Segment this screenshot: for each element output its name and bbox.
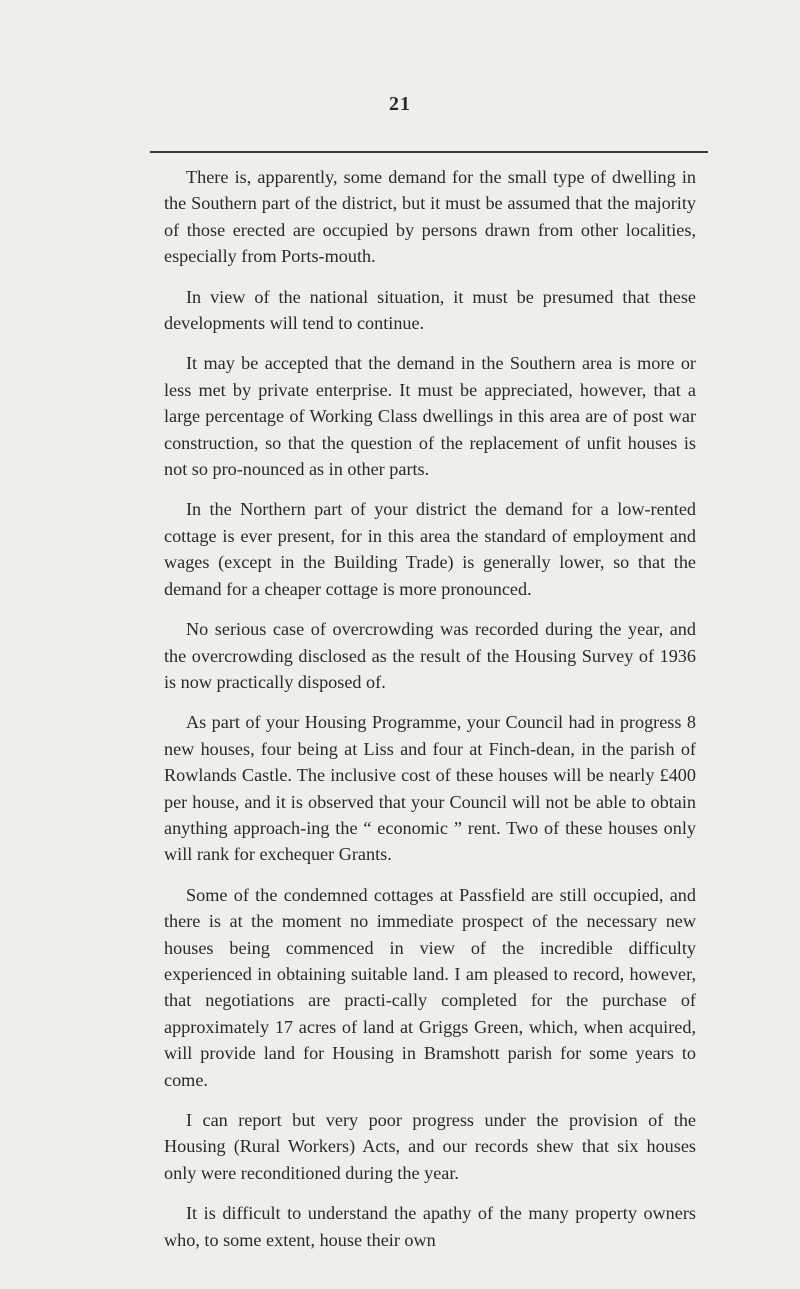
paragraph: No serious case of overcrowding was recorded during the year, and the overcrowding disclosed as the result of the Housing Survey of 1936 is now practically disposed of. bbox=[164, 619, 696, 692]
header-rule bbox=[150, 151, 708, 153]
page-number: 21 bbox=[389, 93, 411, 115]
body-text bbox=[164, 164, 696, 1267]
paragraph: It is difficult to understand the apathy of the many property owners who, to some extent, house their own bbox=[164, 1203, 696, 1250]
paragraph: There is, apparently, some demand for the small type of dwelling in the Southern part of the district, but it must be assumed that the majority of those erected are occupied by persons drawn from other localities, especially from Ports-mouth. bbox=[164, 167, 696, 267]
paragraph: It may be accepted that the demand in the Southern area is more or less met by private enterprise. It must be appreciated, however, that a large percentage of Working Class dwellings in this area are of post war construction, so that the question of the replacement of unfit houses is not so pro-nounced as in other parts. bbox=[164, 353, 696, 480]
paragraph: I can report but very poor progress under the provision of the Housing (Rural Workers) Acts, and our records shew that six houses only were reconditioned during the year. bbox=[164, 1110, 696, 1183]
paragraph: As part of your Housing Programme, your Council had in progress 8 new houses, four being at Liss and four at Finch-dean, in the parish of Rowlands Castle. The inclusive cost of these houses will be nearly £400 per house, and it is observed that your Council will not be able to obtain anything approach-ing the “ economic ” rent. Two of these houses only will rank for exchequer Grants. bbox=[164, 712, 696, 865]
paragraph: In view of the national situation, it must be presumed that these developments will tend to continue. bbox=[164, 286, 696, 334]
paragraph: Some of the condemned cottages at Passfield are still occupied, and there is at the moment no immediate prospect of the necessary new houses being commenced in view of the incredible difficulty experienced in obtaining suitable land. I am pleased to record, however, that negotiations are practi-cally completed for the purchase of approximately 17 acres of land at Griggs Green, which, when acquired, will provide land for Housing in Bramshott parish for some years to come. bbox=[164, 884, 696, 1090]
paragraph: In the Northern part of your district the demand for a low-rented cottage is ever present, for in this area the standard of employment and wages (except in the Building Trade) is generally lower, so that the demand for a cheaper cottage is more pronounced. bbox=[164, 499, 696, 599]
